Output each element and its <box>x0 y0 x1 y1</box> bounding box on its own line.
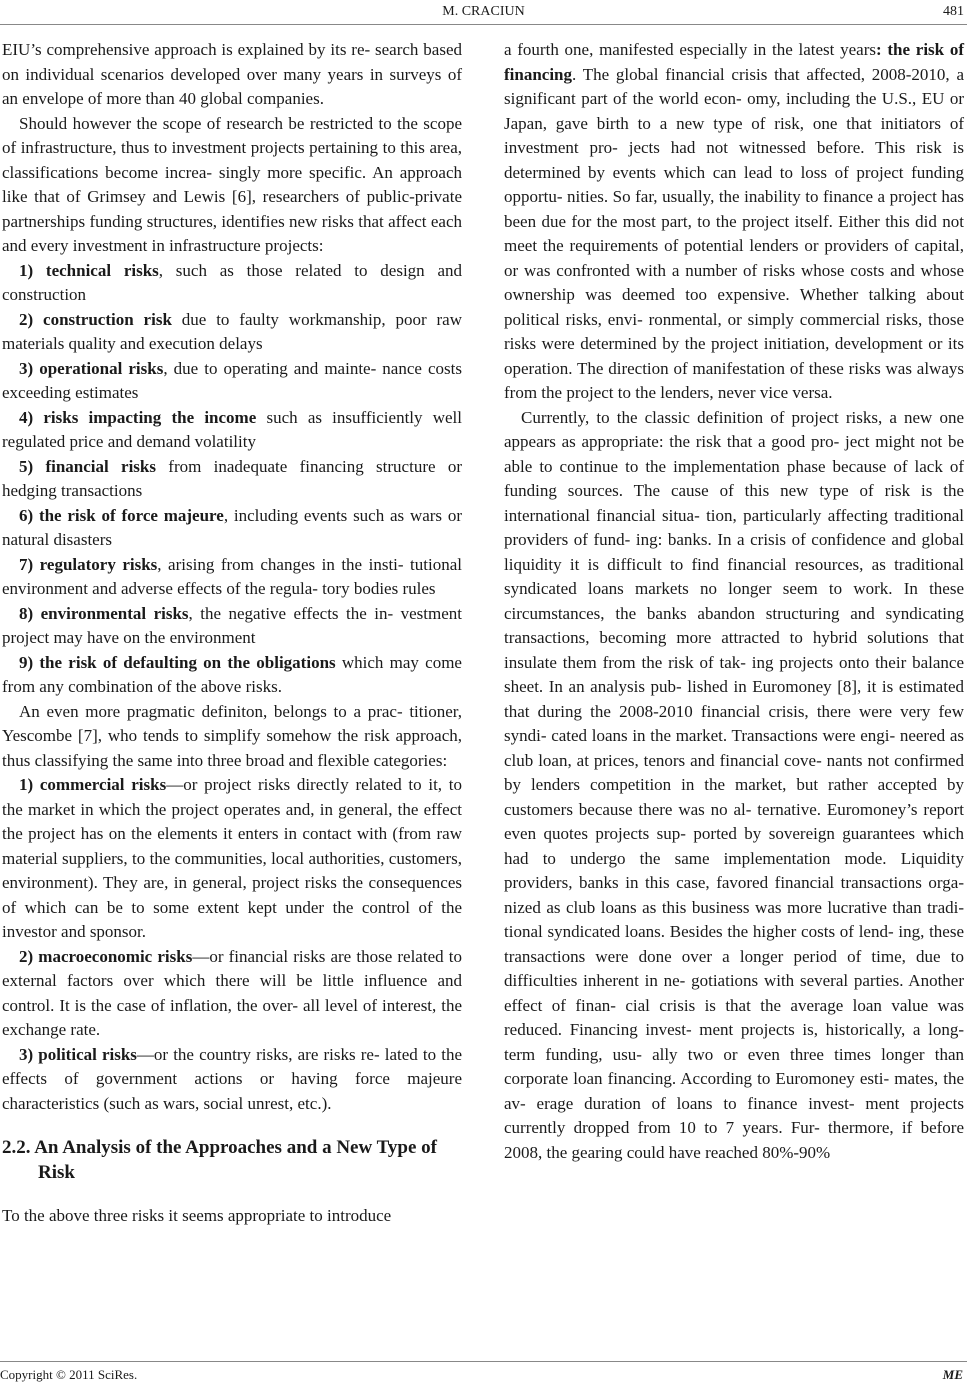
risk-list-item <box>2 651 462 700</box>
risk-description: , the negative effects the in- vestment project may have on the environment <box>2 603 462 647</box>
page-header <box>0 0 967 26</box>
section-heading: 2.2. An Analysis of the Approaches and a New Type of Risk <box>2 1137 437 1183</box>
risk-description: due to faulty workmanship, poor raw materials quality and execution delays <box>2 309 462 353</box>
risk-term: 1) commercial risks <box>19 775 167 794</box>
risk-list-item <box>2 308 462 357</box>
risk-term: 3) political risks <box>19 1044 137 1064</box>
footer-divider <box>0 1361 967 1362</box>
risk-list-item <box>2 773 462 945</box>
running-title: M. CRACIUN <box>442 4 525 19</box>
page-footer <box>0 1366 967 1384</box>
risk-description: —or the country risks, are risks re- lated to the effects of government actions or having force majeure characteristics (such as wars, social unrest, etc.). <box>2 1044 462 1113</box>
copyright-notice: Copyright © 2011 SciRes. <box>0 1367 138 1382</box>
risk-term: 5) financial risks <box>19 456 156 476</box>
risk-list-item <box>2 504 462 553</box>
risk-description: , arising from changes in the insti- tutional environment and adverse effects of the regula- tory bodies rules <box>2 554 462 598</box>
risk-list-infrastructure <box>2 259 462 700</box>
risk-list-item <box>2 455 462 504</box>
risk-list-item <box>2 1043 462 1117</box>
risk-term: 6) the risk of force majeure <box>19 505 224 525</box>
paragraph: Currently, to the classic definition of project risks, a new one appears as appropriate: the risk that a good pro- ject might not be able to continue to the implementation phase because of lack of funding sources. The cause of this new type of risk is the international financial situa- tion, particularly affecting traditional providers of fund- ing: banks. In a crisis of confidence and global liquidity it is difficult to find financial resources, as traditional syndicated loans markets no longer seem to work. In these circumstances, the banks abandon structuring and syndicating transactions, becoming more attracted to hybrid solutions that insulate them from the risk of tak- ing projects onto their balance sheet. In an analysis pub- lished in Euromoney [8], it is estimated that during the 2008-2010 financial crisis, there were very few syndi- cated loans in the market. Transactions were engi- neered as club loan, at prices, tenors and financial cove- nants not confirmed by lenders competition in the market, but rather accepted by customers because there was no al- ternative. Euromoney’s report even quotes projects sup- ported by sovereign guarantees which had to undergo the same implementation mode. Liquidity providers, banks in this case, favored financial transactions orga- nized as club loans as this business was more lucrative than tradi- tional syndicated loans. Besides the higher costs of lend- ing, these transactions were done over a longer period of time, due to difficulties inherent in ne- gotiations with several parties. Another effect of finan- cial crisis is that the average loan value was reduced. Financing invest- ment projects is, historically, a long- term funding, usu- ally two or even three times longer than corporate loan financing. According to Euromoney esti- mates, the av- erage duration of loans to finance invest- ment projects currently dropped from 10 to 7 years. Fur- thermore, if before 2008, the gearing could have reached 80%-90% <box>504 407 964 1162</box>
risk-list-item <box>2 357 462 406</box>
risk-list-item <box>2 553 462 602</box>
risk-list-item <box>2 259 462 308</box>
journal-abbreviation: ME <box>942 1367 963 1382</box>
risk-term: 7) regulatory risks <box>19 554 158 574</box>
risk-description: from inadequate financing structure or hedging transactions <box>2 456 462 500</box>
paragraph: EIU’s comprehensive approach is explained by its re- search based on individual scenarios developed over many years in surveys of an envelope of more than 40 global companies. <box>2 40 462 108</box>
header-divider <box>0 24 967 25</box>
term-risk-of-financing: the risk of financing <box>504 40 965 84</box>
paragraph: An even more pragmatic definiton, belongs to a prac- titioner, Yescombe [7], who tends to simplify somehow the risk approach, thus classifying the same into three broad and flexible categories: <box>2 701 462 770</box>
risk-term: 4) risks impacting the income <box>19 407 257 427</box>
risk-description: which may come from any combination of the above risks. <box>2 652 462 696</box>
page-number: 481 <box>943 4 964 19</box>
risk-description: —or project risks directly related to it, to the market in which the project operates and, in general, the effect the project has on the elements it enters in contact with (from raw material suppliers, to the communities, local authorities, customers, environment). They are, in general, project risks the consequences of which can be to some extent kept under the control of the investor and sponsor. <box>2 775 462 941</box>
paragraph: Should however the scope of research be restricted to the scope of infrastructure, thus to investment projects pertaining to this area, classifications become increa- singly more specific. An approach like that of Grimsey and Lewis [6], researchers of public-private partnerships funding structures, identifies new risks that affect each and every investment in infrastructure projects: <box>2 113 462 255</box>
risk-term: 8) environmental risks <box>19 603 189 623</box>
paragraph-rest: . The global financial crisis that affected, 2008-2010, a significant part of the world econ- omy, including the U.S., EU or Japan, gave birth to a new type of risk, one that initiators of investment pro- jects had not witnessed before. This risk is determined by events which can lead to loss of project funding opportu- nities. So far, usually, the inability to finance a project has been due for the most part, to the project itself. Either this did not meet the requirements of potential lenders or providers of capital, or was confronted with a number of risks whose costs and whose ownership was deemed too expensive. Whether talking about political risks, envi- ronmental, or simply commercial risks, those risks were determined by the project initiation, development or its operation. The direction of manifestation of these risks was always from the project to the lenders, never vice versa. <box>504 64 964 402</box>
risk-term: 2) macroeconomic risks <box>19 946 193 966</box>
risk-list-item <box>2 406 462 455</box>
left-column <box>2 38 462 1229</box>
right-column <box>504 38 964 1165</box>
paragraph-start: a fourth one, manifested especially in the latest years <box>504 40 876 59</box>
risk-list-item <box>2 602 462 651</box>
risk-description: such as insufficiently well regulated price and demand volatility <box>2 407 462 451</box>
risk-description: , such as those related to design and construction <box>2 260 462 304</box>
risk-list-yescombe <box>2 773 462 1116</box>
risk-description: —or financial risks are those related to external factors over which there will be little influence and control. It is the case of inflation, the over- all level of interest, the exchange rate. <box>2 946 462 1039</box>
risk-term: 3) operational risks <box>19 358 164 378</box>
risk-term: 2) construction risk <box>19 309 172 329</box>
risk-list-item <box>2 945 462 1043</box>
risk-term: 9) the risk of defaulting on the obligations <box>19 652 336 672</box>
colon: : <box>875 40 882 59</box>
risk-description: , including events such as wars or natural disasters <box>2 505 462 549</box>
paragraph: To the above three risks it seems appropriate to introduce <box>2 1206 392 1225</box>
paragraph <box>504 38 964 406</box>
risk-description: , due to operating and mainte- nance costs exceeding estimates <box>2 358 462 402</box>
risk-term: 1) technical risks <box>19 260 159 280</box>
